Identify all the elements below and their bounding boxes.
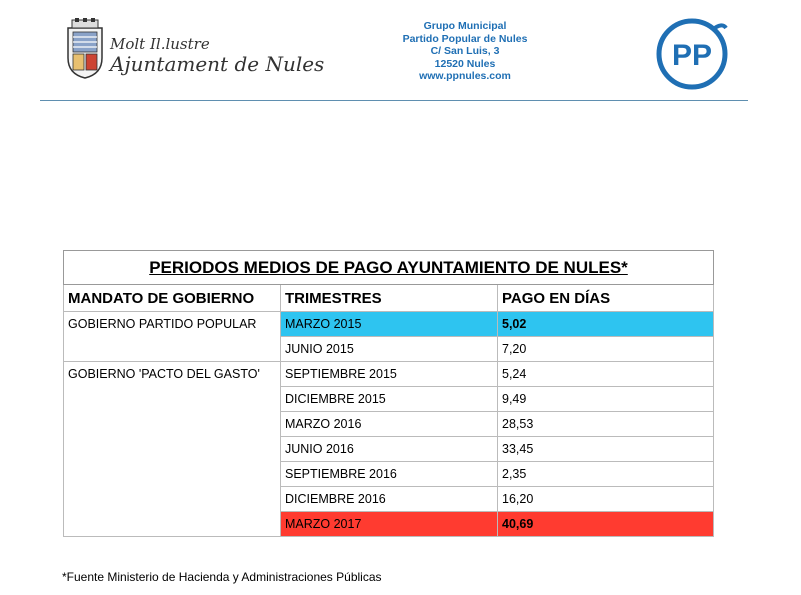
header-pago-dias: PAGO EN DÍAS [498, 285, 714, 312]
header-mandato: MANDATO DE GOBIERNO [64, 285, 281, 312]
party-name: Partido Popular de Nules [402, 32, 528, 45]
trimestre-cell: JUNIO 2015 [281, 337, 498, 362]
party-group: Grupo Municipal [423, 20, 507, 32]
ayuntamiento-line1: Molt Il.lustre [110, 35, 210, 53]
party-city: 12520 Nules [434, 57, 496, 70]
dias-cell: 33,45 [498, 437, 714, 462]
trimestre-cell: MARZO 2017 [281, 512, 498, 537]
party-contact-info [360, 20, 570, 83]
mandato-cell: GOBIERNO PARTIDO POPULAR [64, 312, 281, 362]
trimestre-cell: JUNIO 2016 [281, 437, 498, 462]
dias-cell: 5,24 [498, 362, 714, 387]
footnote: *Fuente Ministerio de Hacienda y Administraciones Públicas [62, 570, 382, 584]
letterhead [0, 0, 801, 102]
trimestre-cell: SEPTIEMBRE 2016 [281, 462, 498, 487]
table-header-row [64, 285, 714, 312]
mandato-cell: GOBIERNO 'PACTO DEL GASTO' [64, 362, 281, 537]
table-title: PERIODOS MEDIOS DE PAGO AYUNTAMIENTO DE NULES* [64, 251, 714, 285]
trimestre-cell: SEPTIEMBRE 2015 [281, 362, 498, 387]
dias-cell: 2,35 [498, 462, 714, 487]
party-website[interactable]: www.ppnules.com [419, 70, 511, 82]
table-row [64, 362, 714, 387]
trimestre-cell: MARZO 2016 [281, 412, 498, 437]
header-trimestres: TRIMESTRES [281, 285, 498, 312]
party-address: C/ San Luis, 3 [430, 45, 500, 57]
trimestre-cell: DICIEMBRE 2015 [281, 387, 498, 412]
ayuntamiento-line2: Ajuntament de Nules [110, 52, 325, 76]
dias-cell: 40,69 [498, 512, 714, 537]
town-crest-icon [64, 18, 106, 80]
payment-periods-table [63, 250, 713, 537]
table-row [64, 312, 714, 337]
dias-cell: 5,02 [498, 312, 714, 337]
header-divider [40, 100, 748, 101]
dias-cell: 9,49 [498, 387, 714, 412]
ayuntamiento-name [110, 36, 324, 75]
pp-logo-text: PP [671, 39, 713, 72]
trimestre-cell: MARZO 2015 [281, 312, 498, 337]
dias-cell: 28,53 [498, 412, 714, 437]
dias-cell: 7,20 [498, 337, 714, 362]
trimestre-cell: DICIEMBRE 2016 [281, 487, 498, 512]
pp-logo-icon [656, 18, 728, 90]
dias-cell: 16,20 [498, 487, 714, 512]
